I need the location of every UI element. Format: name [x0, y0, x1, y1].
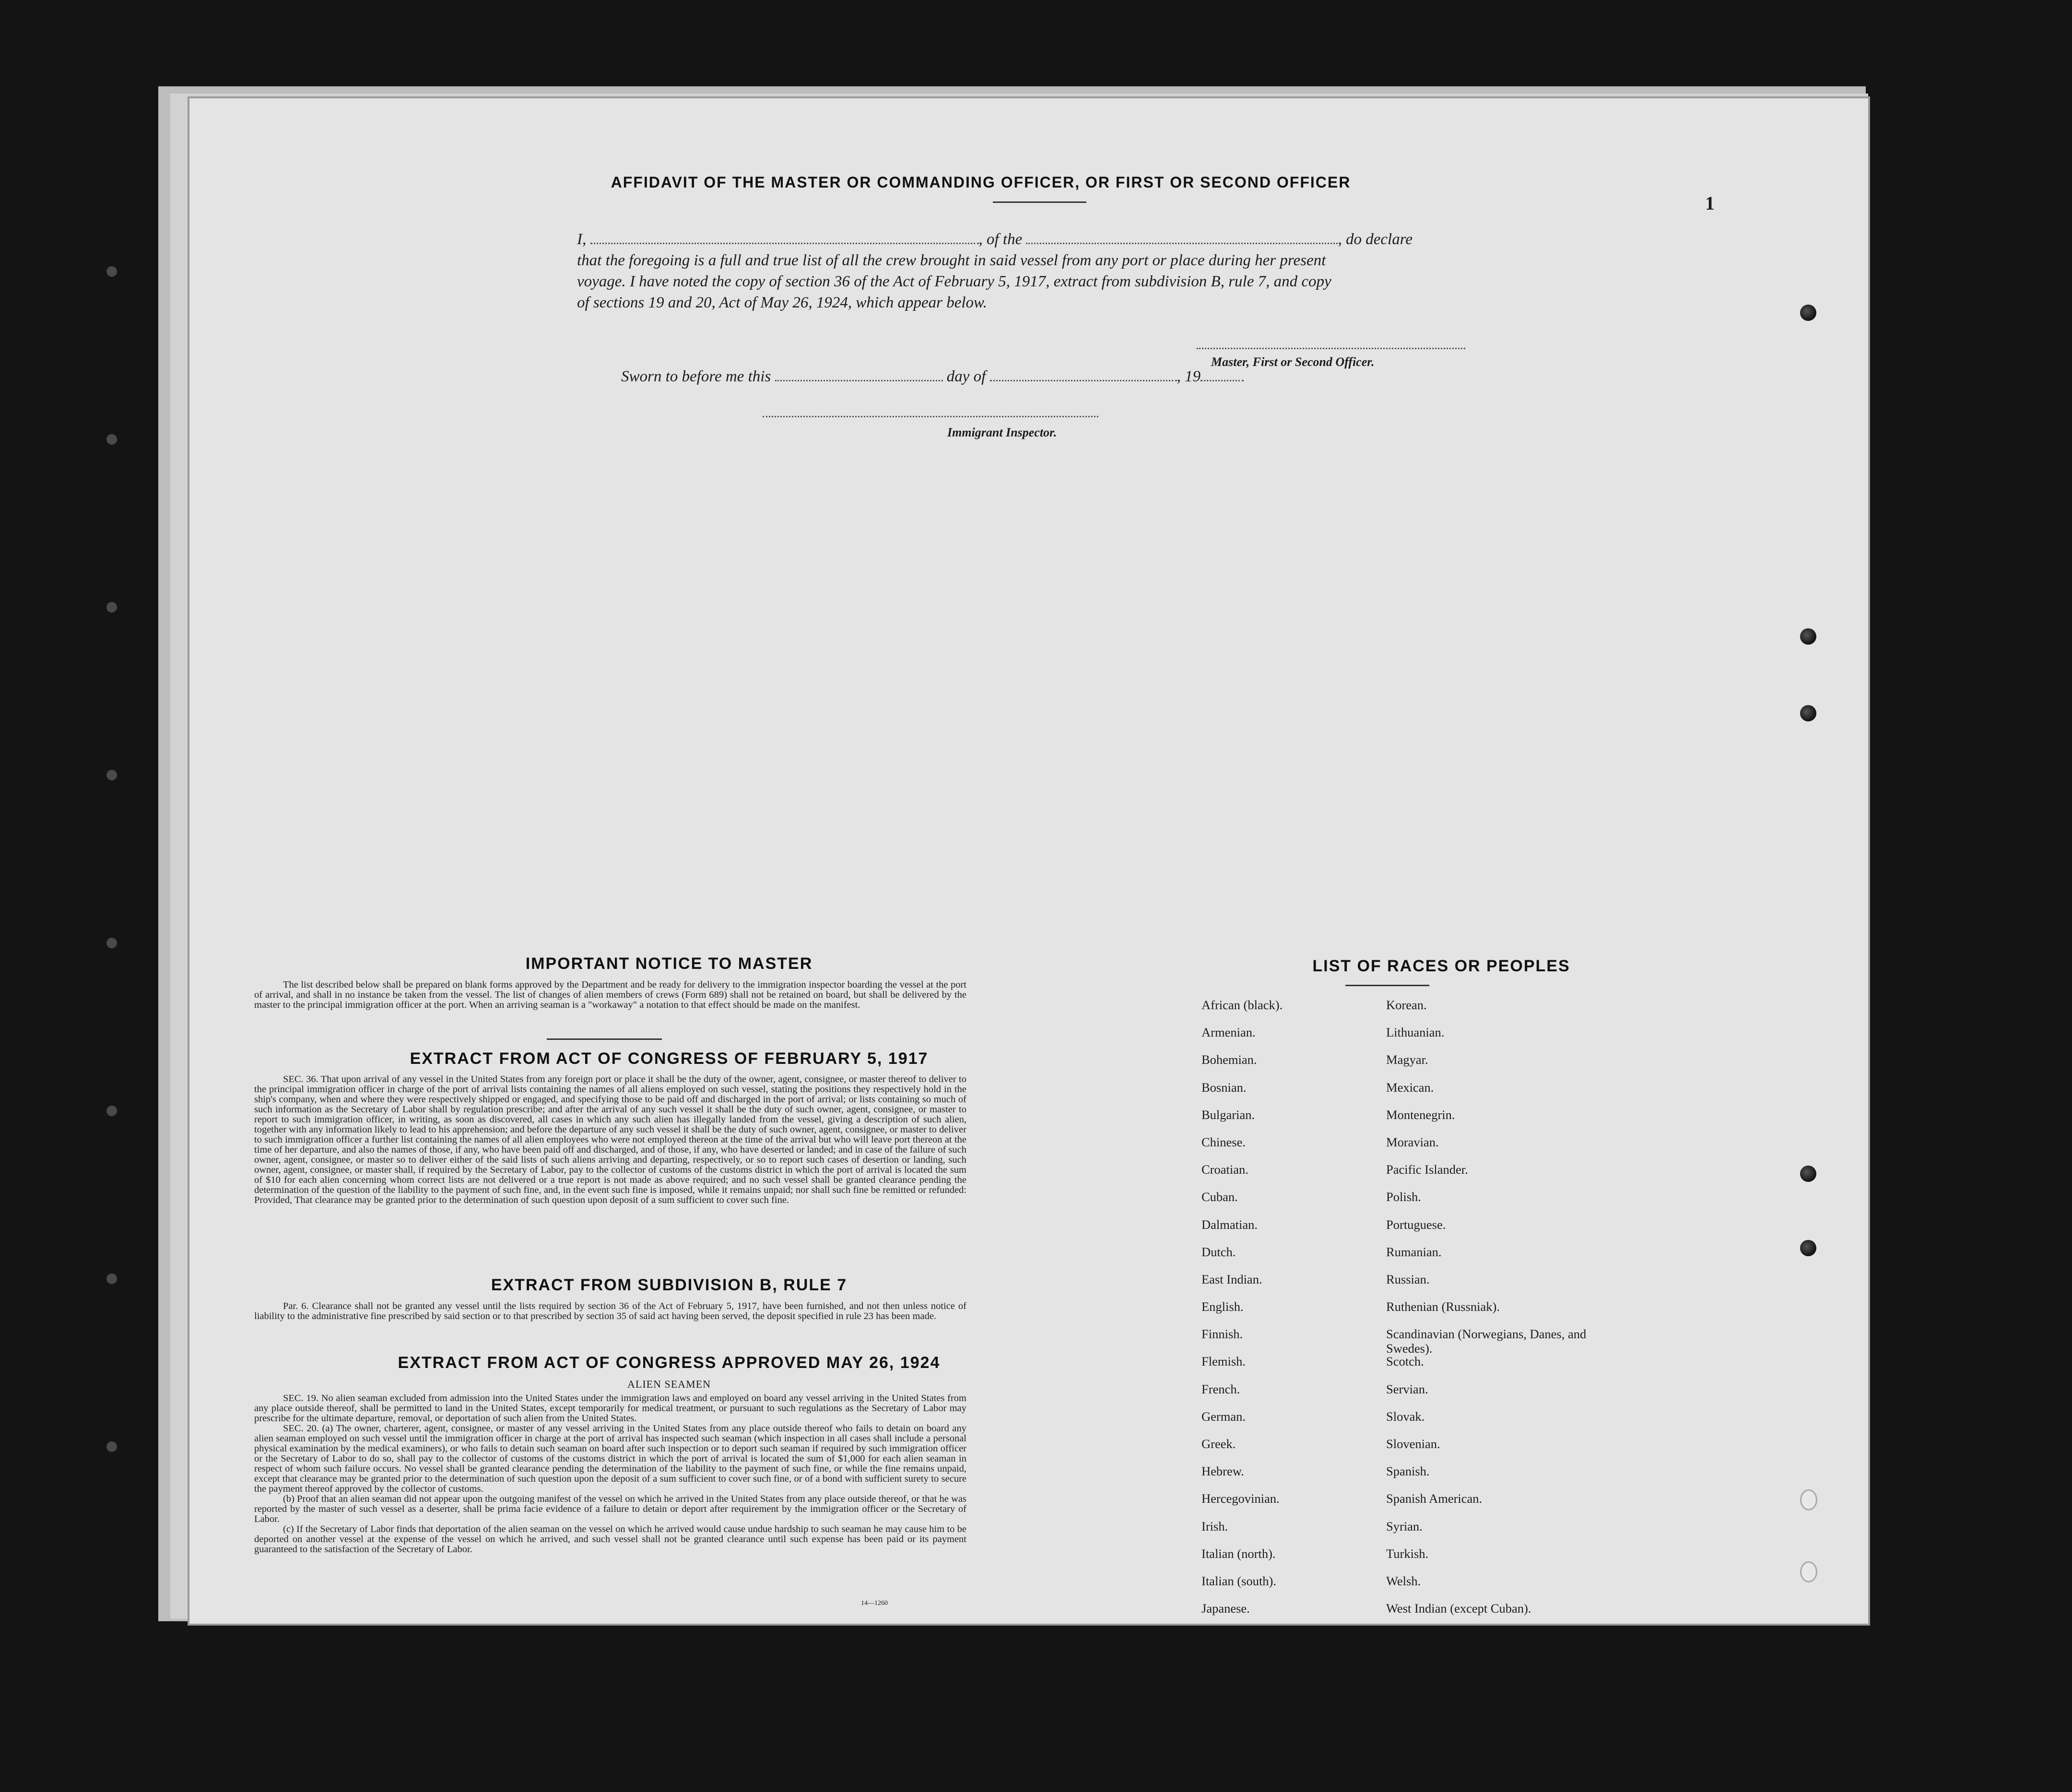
binding-hole — [106, 1441, 117, 1452]
punch-hole — [1800, 305, 1816, 321]
rule7-title: EXTRACT FROM SUBDIVISION B, RULE 7 — [491, 1276, 848, 1294]
notice-rule — [547, 1038, 662, 1040]
race-item: Scandinavian (Norwegians, Danes, and Swedes). — [1386, 1327, 1587, 1356]
sec20c-text: (c) If the Secretary of Labor finds that deportation of the alien seaman on the vessel on which he arrived would cause undue hardship to such seaman he may cause him to be deported on another vessel at the expense of the vessel on which he arrived, and such vessel shall not be granted clearance until such expense has been paid or its payment guaranteed to the satisfaction of the Secretary of Labor. — [254, 1524, 966, 1555]
race-item: Spanish. — [1386, 1464, 1430, 1479]
race-item: Scotch. — [1386, 1354, 1424, 1369]
punch-hole-open — [1800, 1561, 1817, 1582]
signature-line[interactable] — [1197, 348, 1465, 349]
race-item: Rumanian. — [1386, 1244, 1442, 1259]
page-number: 1 — [1705, 192, 1715, 214]
rule7-text: Par. 6. Clearance shall not be granted any vessel until the lists required by section 36 of the Act of February 5, 1917, have been furnished, and not then unless notice of liability to the administrative fine prescribed by said section or to that prescribed by section 35 of said act having been served, the deposit specified in rule 23 has been made. — [254, 1301, 966, 1321]
race-item: Magyar. — [1386, 1052, 1428, 1067]
binding-hole — [106, 1273, 117, 1284]
race-item: Cuban. — [1201, 1190, 1238, 1204]
race-item: Montenegrin. — [1386, 1107, 1455, 1122]
race-item: Italian (south). — [1201, 1573, 1277, 1588]
binding-hole — [106, 434, 117, 445]
affidavit-i: I, — [577, 231, 587, 248]
race-item: Pacific Islander. — [1386, 1162, 1468, 1177]
race-item: Hebrew. — [1201, 1464, 1244, 1479]
race-item: Armenian. — [1201, 1025, 1256, 1040]
race-item: Polish. — [1386, 1190, 1421, 1204]
vessel-blank[interactable] — [1026, 233, 1338, 244]
race-item: Croatian. — [1201, 1162, 1248, 1177]
race-item: East Indian. — [1201, 1272, 1262, 1286]
punch-hole — [1800, 1166, 1816, 1182]
extract-1924-title: EXTRACT FROM ACT OF CONGRESS APPROVED MAY 26, 1924 — [398, 1354, 941, 1372]
race-item: Lithuanian. — [1386, 1025, 1445, 1040]
signature-label: Master, First or Second Officer. — [1211, 355, 1375, 369]
sworn-day-of: day of — [946, 368, 986, 385]
race-item: Korean. — [1386, 998, 1427, 1012]
affidavit-line3: voyage. I have noted the copy of section 36 of the Act of February 5, 1917, extract from subdivision B, rule 7, and copy — [577, 273, 1331, 290]
race-item: Moravian. — [1386, 1134, 1439, 1149]
race-item: Bulgarian. — [1201, 1107, 1255, 1122]
race-item: Bosnian. — [1201, 1080, 1247, 1095]
binding-hole — [106, 938, 117, 948]
binding-hole — [106, 602, 117, 613]
race-item: Slovenian. — [1386, 1437, 1440, 1451]
race-item: Syrian. — [1386, 1519, 1423, 1533]
sec20a-text: SEC. 20. (a) The owner, charterer, agent, consignee, or master of any vessel arriving in the United States from any place outside thereof who fails to detain on board any alien seaman employed on such vessel until the immigration officer in charge at the port of arrival has inspected such seaman (which inspection in all cases shall include a personal physical examination by the medical examiners), or who fails to detain such seaman on board after such inspection or to deport such seaman if required by such immigration officer or the Secretary of Labor to do so, shall pay to the collector of customs of the customs district in which the port of arrival is located the sum of $1,000 for each alien seaman in respect of whom such failure occurs. No vessel shall be granted clearance pending the determination of the liability to the payment of such fine, or while the fine remains unpaid, except that clearance may be granted prior to the determination of such question upon the deposit of a sum sufficient to cover such fine, or of a bond with sufficient surety to secure the payment thereof approved by the collector of customs. — [254, 1423, 966, 1494]
extract-1917-text: SEC. 36. That upon arrival of any vessel in the United States from any foreign port or place it shall be the duty of the owner, agent, consignee, or master thereof to deliver to the principal immigration officer in charge of the port of arrival lists containing the names of all aliens employed on such vessel, stating the positions they respectively hold in the ship's company, when and where they were respectively shipped or engaged, and specifying those to be paid off and discharged in the port of arrival; or lists containing so much of such information as the Secretary of Labor shall by regulation prescribe; and after the arrival of any such vessel it shall be the duty of such owner, agent, consignee, or master to report to such immigration officer, in writing, as soon as discovered, all cases in which any such alien has illegally landed from the vessel, giving a description of such alien, together with any information likely to lead to his apprehension; and before the departure of any such vessel it shall be the duty of such owner, agent, consignee, or master to deliver to such immigration officer a further list containing the names of all alien employees who were not employed thereon at the time of the arrival but who will leave port thereon at the time of her departure, and also the names of those, if any, who have been paid off and discharged, and of those, if any, who have deserted or landed; and in case of the failure of such owner, agent, consignee, or master so to deliver either of the said lists of such aliens arriving and departing, respectively, or so to report such cases of desertion or landing, such owner, agent, consignee, or master shall, if required by the Secretary of Labor, pay to the collector of customs of the customs district in which the port of arrival is located the sum of $10 for each alien concerning whom correct lists are not delivered or a true report is not made as above required; and no such vessel shall be granted clearance pending the determination of the question of the liability to the payment of such fine, and, in the event such fine is imposed, while it remains unpaid; nor shall such fine be remitted or refunded: Provided, That clearance may be granted prior to the determination of such question upon deposit of a sum sufficient to cover such fine. — [254, 1074, 966, 1205]
race-item: Spanish American. — [1386, 1491, 1483, 1506]
race-item: Italian (north). — [1201, 1546, 1276, 1561]
punch-hole-open — [1800, 1489, 1817, 1510]
binding-hole — [106, 770, 117, 780]
binding-hole — [106, 266, 117, 277]
race-item: Slovak. — [1386, 1409, 1425, 1424]
races-rule — [1345, 985, 1429, 986]
sec19-text: SEC. 19. No alien seaman excluded from admission into the United States under the immigration laws and employed on board any vessel arriving in the United States from any place outside thereof, shall be permitted to land in the United States, except temporarily for medical treatment, or pursuant to such regulations as the Secretary of Labor may prescribe for the ultimate departure, removal, or deportation of such alien from the United States. — [254, 1393, 966, 1424]
inspector-line[interactable] — [763, 416, 1098, 417]
race-item: German. — [1201, 1409, 1246, 1424]
race-item: Dalmatian. — [1201, 1217, 1258, 1232]
inspector-label: Immigrant Inspector. — [947, 425, 1057, 439]
extract-1924-subtitle: ALIEN SEAMEN — [627, 1378, 711, 1390]
races-column-1 — [1201, 998, 1384, 1628]
race-item: Mexican. — [1386, 1080, 1434, 1095]
sworn-year-blank[interactable] — [1201, 370, 1244, 381]
extract-1924-body — [254, 1393, 966, 1555]
race-item: West Indian (except Cuban). — [1386, 1601, 1531, 1616]
affidavit-title: AFFIDAVIT OF THE MASTER OR COMMANDING OFFICER, OR FIRST OR SECOND OFFICER — [611, 174, 1351, 191]
race-item: Bohemian. — [1201, 1052, 1257, 1067]
race-item: Dutch. — [1201, 1244, 1236, 1259]
race-item: Greek. — [1201, 1437, 1236, 1451]
race-item: Irish. — [1201, 1519, 1228, 1533]
affidavit-of-the: , of the — [978, 231, 1023, 248]
document-page — [189, 98, 1868, 1624]
sworn-prefix: Sworn to before me this — [621, 368, 771, 385]
race-item: African (black). — [1201, 998, 1283, 1012]
notice-text: The list described below shall be prepared on blank forms approved by the Department and be ready for delivery to the immigration inspector boarding the vessel at the port of arrival, and shall in no instance be taken from the vessel. The list of changes of alien members of crews (Form 689) shall not be retained on board, but shall be delivered by the master to the principal immigration officer at the port. When an arriving seaman is a "workaway" a notation to that effect should be made on the manifest. — [254, 979, 966, 1010]
race-item: Servian. — [1386, 1381, 1428, 1396]
extract-1917-title: EXTRACT FROM ACT OF CONGRESS OF FEBRUARY 5, 1917 — [410, 1049, 929, 1068]
title-rule — [993, 201, 1086, 203]
form-number: 14—1260 — [861, 1600, 888, 1607]
races-column-2 — [1386, 998, 1588, 1628]
affidavit-line2: that the foregoing is a full and true list of all the crew brought in said vessel from any port or place during her present — [577, 252, 1326, 269]
notice-title: IMPORTANT NOTICE TO MASTER — [525, 955, 813, 973]
sec20b-text: (b) Proof that an alien seaman did not appear upon the outgoing manifest of the vessel on which he arrived in the United States from any place outside thereof, or that he was reported by the master of such vessel as a deserter, shall be prima facie evidence of a failure to detain or deport after requirement by the immigration officer or the Secretary of Labor. — [254, 1494, 966, 1524]
race-item: Finnish. — [1201, 1327, 1243, 1342]
races-title: LIST OF RACES OR PEOPLES — [1312, 957, 1570, 975]
race-item: Russian. — [1386, 1272, 1430, 1286]
punch-hole — [1800, 1240, 1816, 1256]
affidavit-declare: , do declare — [1338, 231, 1413, 248]
sworn-month-blank[interactable] — [990, 370, 1177, 381]
race-item: Turkish. — [1386, 1546, 1429, 1561]
race-item: English. — [1201, 1299, 1244, 1314]
binding-hole — [106, 1106, 117, 1116]
race-item: Japanese. — [1201, 1601, 1250, 1616]
punch-hole — [1800, 705, 1816, 721]
race-item: Welsh. — [1386, 1573, 1421, 1588]
name-blank[interactable] — [590, 233, 979, 244]
race-item: Hercegovinian. — [1201, 1491, 1280, 1506]
race-item: Portuguese. — [1386, 1217, 1446, 1232]
punch-hole — [1800, 628, 1816, 645]
sworn-day-blank[interactable] — [775, 370, 943, 381]
race-item: Chinese. — [1201, 1134, 1246, 1149]
race-item: Ruthenian (Russniak). — [1386, 1299, 1500, 1314]
affidavit-line1 — [577, 229, 1690, 250]
race-item: French. — [1201, 1381, 1240, 1396]
race-item: Flemish. — [1201, 1354, 1246, 1369]
affidavit-line4: of sections 19 and 20, Act of May 26, 1924, which appear below. — [577, 294, 987, 311]
sworn-line — [621, 366, 1484, 387]
sworn-year: , 19 — [1177, 368, 1201, 385]
